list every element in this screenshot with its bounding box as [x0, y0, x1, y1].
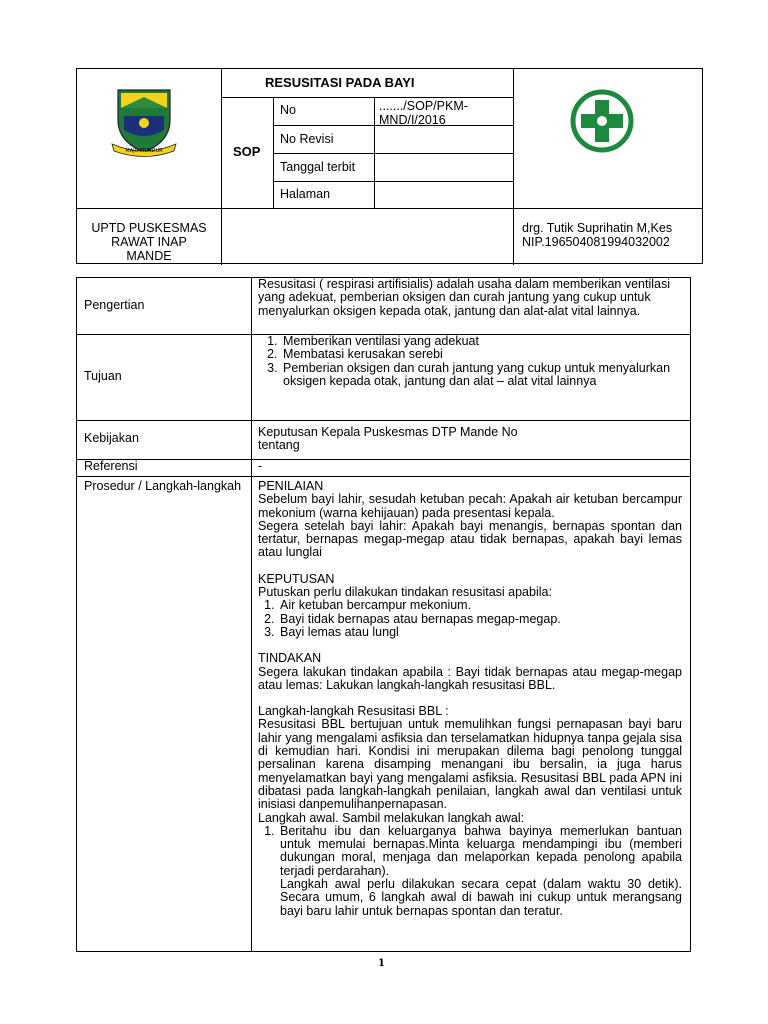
label-kebijakan: Kebijakan: [84, 431, 139, 445]
list-item: 3. Pemberian oksigen dan curah jantung yang cukup untuk menyalurkan oksigen kepada otak, jantung dan alat – alat vital lainnya: [281, 362, 683, 389]
tujuan-list: [258, 335, 683, 388]
row-divider: [77, 476, 690, 477]
langkah-heading: Langkah-langkah Resusitasi BBL :: [258, 704, 449, 719]
org-name: UPTD PUSKESMAS RAWAT INAP MANDE: [91, 221, 207, 263]
regency-crest-icon: [108, 86, 180, 158]
list-item: 1. Air ketuban bercampur mekonium.: [278, 599, 682, 612]
keputusan-heading: KEPUTUSAN: [258, 571, 335, 586]
header-divider: [273, 181, 513, 182]
penilaian-paragraph: Sebelum bayi lahir, sesudah ketuban pecah: Apakah air ketuban bercampur mekonium (warna kehijauan) pada presentasi kepala.: [258, 492, 682, 520]
pengertian-text: Resusitasi ( respirasi artifisialis) adalah usaha dalam memberikan ventilasi yang adekuat, pemberian oksigen dan curah jantung yang cukup untuk menyalurkan oksigen kepada otak, jantung dan alat-alat vital lainnya.: [258, 277, 670, 318]
langkah-awal-list: [258, 825, 682, 918]
signer-nip: NIP.196504081994032002: [522, 235, 670, 249]
header-divider: [77, 208, 702, 209]
kebijakan-text: Keputusan Kepala Puskesmas DTP Mande No tentang: [258, 425, 518, 453]
page-number: 1: [378, 958, 385, 969]
row-divider: [77, 420, 690, 421]
prosedur-text: [258, 480, 682, 918]
signer-name: drg. Tutik Suprihatin M,Kes: [522, 221, 673, 235]
list-item: 2. Bayi tidak bernapas atau bernapas megap-megap.: [278, 613, 682, 626]
tindakan-text: Segera lakukan tindakan apabila : Bayi tidak bernapas atau megap-megap atau lemas: Lakukan langkah-langkah resusitasi BBL.: [258, 664, 682, 692]
crest-banner-text: MAJU MUNDUR: [125, 148, 163, 154]
label-tujuan: Tujuan: [84, 369, 122, 383]
list-item-continuation: Langkah awal perlu dilakukan secara cepat (dalam waktu 30 detik). Secara umum, 6 langkah awal di bawah ini cukup untuk merangsang bayi baru lahir untuk bernapas spontan dan teratur.: [280, 877, 682, 918]
langkah-text: Resusitasi BBL bertujuan untuk memulihkan fungsi pernapasan bayi baru lahir yang mengalami asfiksia dan terselamatkan hidupnya tanpa gejala sisa di kemudian hari. Kondisi ini merupakan dilema bagi penolong tunggal persalinan karena disamping menangani ibu bersalin, ia juga harus menyelamatkan bayi yang mengalami asfiksia. Resusitasi BBL pada APN ini dibatasi pada langkah-langkah penilaian, langkah awal dan ventilasi untuk inisiasi danpemulihanpernapasan.: [258, 717, 682, 812]
puskesmas-cross-icon: [569, 88, 635, 154]
keputusan-intro: Putuskan perlu dilakukan tindakan resusitasi apabila:: [258, 585, 552, 600]
header-divider: [513, 69, 514, 265]
referensi-value: -: [258, 459, 263, 473]
keputusan-list: [258, 599, 682, 639]
sop-label: SOP: [233, 144, 261, 159]
row-label-halaman: Halaman: [280, 187, 331, 201]
header-divider: [221, 69, 222, 265]
sop-title: RESUSITASI PADA BAYI: [265, 75, 415, 90]
list-item: 1. Memberikan ventilasi yang adekuat: [281, 335, 683, 348]
label-prosedur: Prosedur / Langkah-langkah: [84, 479, 242, 493]
row-label-revisi: No Revisi: [280, 132, 334, 146]
penilaian-paragraph: Segera setelah bayi lahir: Apakah bayi menangis, bernapas spontan dan tertatur, bernapas megap-megap atau tidak bernapas, apakah bayi lemas atau lunglai: [258, 518, 682, 560]
label-pengertian: Pengertian: [84, 298, 145, 312]
label-referensi: Referensi: [84, 459, 138, 473]
row-label-no: No: [280, 103, 296, 117]
penilaian-heading: PENILAIAN: [258, 479, 324, 493]
list-item: 3. Bayi lemas atau lungl: [278, 626, 682, 639]
row-divider: [77, 459, 690, 460]
langkah-awal-intro: Langkah awal. Sambil melakukan langkah awal:: [258, 810, 525, 825]
row-value-no: ......./SOP/PKM-MND/I/2016: [379, 99, 468, 127]
list-item: 1. Beritahu ibu dan keluarganya bahwa bayinya memerlukan bantuan untuk memulai bernapas.Minta keluarga mendampingi ibu (memberi dukungan moral, menjaga dan melaporkan kepada penolong apabila terjadi perdarahan). Langkah awal perlu dilakukan secara cepat (dalam waktu 30 detik). Secara umum, 6 langkah awal di bawah ini cukup untuk merangsang bayi baru lahir untuk bernapas spontan dan teratur.: [278, 825, 682, 918]
header-divider: [273, 153, 513, 154]
row-label-tanggal: Tanggal terbit: [280, 160, 356, 174]
sop-content-table: [76, 277, 691, 952]
list-item: 2. Membatasi kerusakan serebi: [281, 348, 683, 361]
sop-header-table: [76, 68, 703, 264]
header-divider: [221, 97, 513, 98]
tindakan-heading: TINDAKAN: [258, 651, 322, 666]
column-divider: [251, 278, 252, 951]
